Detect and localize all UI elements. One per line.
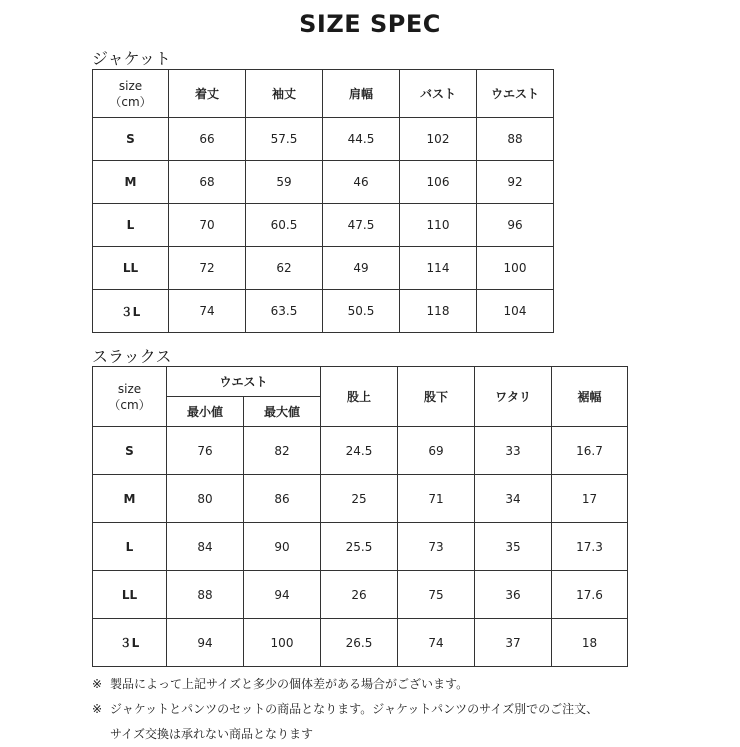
- size-cell: LL: [93, 571, 167, 619]
- slacks-section-title: スラックス: [92, 347, 172, 366]
- value-cell: 37: [475, 619, 552, 667]
- value-cell: 75: [398, 571, 475, 619]
- slacks-header-rise: 股上: [321, 367, 398, 427]
- table-row: [93, 571, 628, 619]
- value-cell: 70: [169, 204, 246, 247]
- size-cell: ３L: [93, 290, 169, 333]
- note-mark: ※: [92, 677, 103, 691]
- jacket-header-bust: バスト: [400, 70, 477, 118]
- value-cell: 25: [321, 475, 398, 523]
- value-cell: 96: [477, 204, 554, 247]
- unit-label: （cm）: [109, 94, 152, 109]
- table-row: [93, 427, 628, 475]
- slacks-size-header: [93, 367, 167, 427]
- table-row: [93, 247, 554, 290]
- value-cell: 82: [244, 427, 321, 475]
- slacks-header-hem: 裾幅: [552, 367, 628, 427]
- value-cell: 25.5: [321, 523, 398, 571]
- value-cell: 47.5: [323, 204, 400, 247]
- value-cell: 60.5: [246, 204, 323, 247]
- value-cell: 57.5: [246, 118, 323, 161]
- value-cell: 49: [323, 247, 400, 290]
- note-2: [92, 697, 598, 722]
- size-cell: S: [93, 427, 167, 475]
- jacket-header-sleeve: 袖丈: [246, 70, 323, 118]
- value-cell: 118: [400, 290, 477, 333]
- note-1: [92, 672, 598, 697]
- value-cell: 106: [400, 161, 477, 204]
- value-cell: 17: [552, 475, 628, 523]
- value-cell: 34: [475, 475, 552, 523]
- table-row: [93, 204, 554, 247]
- jacket-header-length: 着丈: [169, 70, 246, 118]
- value-cell: 76: [167, 427, 244, 475]
- slacks-size-table: [92, 366, 628, 667]
- notes: [92, 672, 598, 747]
- value-cell: 104: [477, 290, 554, 333]
- value-cell: 59: [246, 161, 323, 204]
- value-cell: 50.5: [323, 290, 400, 333]
- value-cell: 36: [475, 571, 552, 619]
- value-cell: 72: [169, 247, 246, 290]
- slacks-header-row: [93, 367, 628, 397]
- value-cell: 100: [477, 247, 554, 290]
- value-cell: 46: [323, 161, 400, 204]
- value-cell: 33: [475, 427, 552, 475]
- value-cell: 16.7: [552, 427, 628, 475]
- value-cell: 62: [246, 247, 323, 290]
- value-cell: 94: [244, 571, 321, 619]
- slacks-header-waist: ウエスト: [167, 367, 321, 397]
- value-cell: 88: [167, 571, 244, 619]
- value-cell: 92: [477, 161, 554, 204]
- size-cell: L: [93, 204, 169, 247]
- value-cell: 35: [475, 523, 552, 571]
- slacks-header-waist-min: 最小値: [167, 397, 244, 427]
- size-label: size: [118, 78, 143, 93]
- value-cell: 80: [167, 475, 244, 523]
- value-cell: 90: [244, 523, 321, 571]
- unit-label: （cm）: [108, 397, 151, 412]
- slacks-header-thigh: ワタリ: [475, 367, 552, 427]
- jacket-section-title: ジャケット: [92, 49, 171, 68]
- value-cell: 114: [400, 247, 477, 290]
- table-row: [93, 523, 628, 571]
- jacket-header-shoulder: 肩幅: [323, 70, 400, 118]
- value-cell: 68: [169, 161, 246, 204]
- slacks-header-inseam: 股下: [398, 367, 475, 427]
- value-cell: 26: [321, 571, 398, 619]
- page-title: SIZE SPEC: [299, 10, 441, 38]
- note-2-continued: サイズ交換は承れない商品となります: [110, 727, 314, 741]
- size-label: size: [117, 381, 142, 396]
- value-cell: 44.5: [323, 118, 400, 161]
- table-row: [93, 290, 554, 333]
- note-text: 製品によって上記サイズと多少の個体差がある場合がございます。: [110, 677, 469, 691]
- value-cell: 17.6: [552, 571, 628, 619]
- table-row: [93, 619, 628, 667]
- value-cell: 94: [167, 619, 244, 667]
- size-cell: ３L: [93, 619, 167, 667]
- note-mark: ※: [92, 702, 103, 716]
- table-row: [93, 475, 628, 523]
- value-cell: 102: [400, 118, 477, 161]
- note-text: ジャケットとパンツのセットの商品となります。ジャケットパンツのサイズ別でのご注文、: [110, 702, 599, 716]
- jacket-size-table: [92, 69, 554, 333]
- value-cell: 100: [244, 619, 321, 667]
- value-cell: 17.3: [552, 523, 628, 571]
- value-cell: 18: [552, 619, 628, 667]
- value-cell: 73: [398, 523, 475, 571]
- value-cell: 71: [398, 475, 475, 523]
- value-cell: 110: [400, 204, 477, 247]
- value-cell: 88: [477, 118, 554, 161]
- value-cell: 26.5: [321, 619, 398, 667]
- value-cell: 63.5: [246, 290, 323, 333]
- table-row: [93, 161, 554, 204]
- size-cell: L: [93, 523, 167, 571]
- value-cell: 84: [167, 523, 244, 571]
- table-row: [93, 118, 554, 161]
- size-cell: S: [93, 118, 169, 161]
- jacket-header-waist: ウエスト: [477, 70, 554, 118]
- jacket-header-row: [93, 70, 554, 118]
- value-cell: 66: [169, 118, 246, 161]
- slacks-header-waist-max: 最大値: [244, 397, 321, 427]
- size-cell: M: [93, 161, 169, 204]
- value-cell: 74: [169, 290, 246, 333]
- size-cell: LL: [93, 247, 169, 290]
- value-cell: 74: [398, 619, 475, 667]
- jacket-size-header: [93, 70, 169, 118]
- size-cell: M: [93, 475, 167, 523]
- value-cell: 86: [244, 475, 321, 523]
- value-cell: 69: [398, 427, 475, 475]
- value-cell: 24.5: [321, 427, 398, 475]
